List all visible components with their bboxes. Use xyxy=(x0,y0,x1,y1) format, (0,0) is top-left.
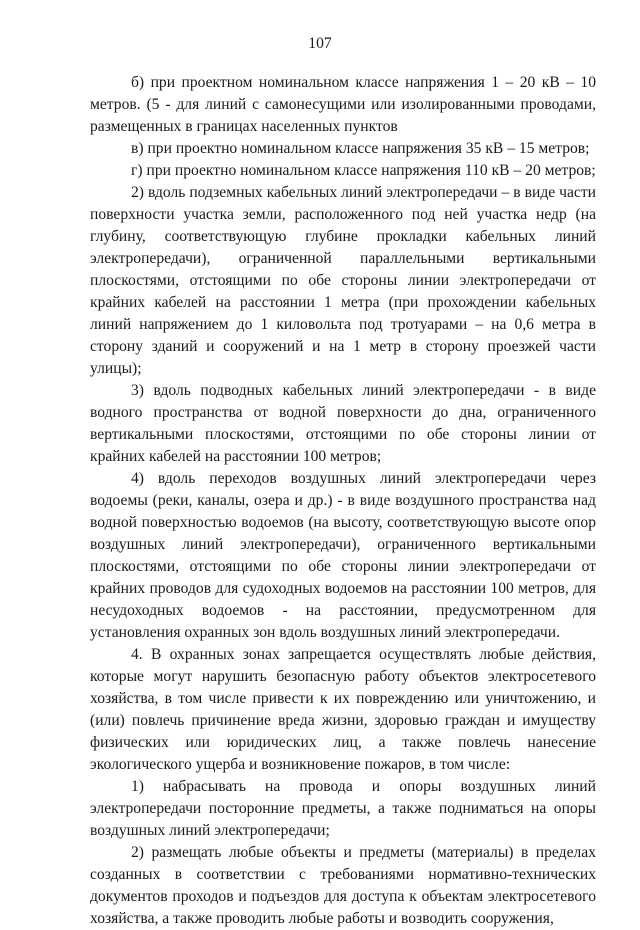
page-number: 107 xyxy=(308,35,332,52)
paragraph-1b-voltage-1-20kv: б) при проектном номинальном классе напряжения 1 – 20 кВ – 10 метров. (5 - для линий с самонесущими или изолированными проводами, размещенных в границах населенных пунктов xyxy=(90,74,596,135)
paragraph-prohibition-1: 1) набрасывать на провода и опоры воздушных линий электропередачи посторонние предметы, а также подниматься на опоры воздушных линий электропередачи; xyxy=(90,778,596,839)
paragraph-1c-voltage-35kv: в) при проектно номинальном классе напряжения 35 кВ – 15 метров; xyxy=(131,140,590,157)
paragraph-4-water-crossings: 4) вдоль переходов воздушных линий электропередачи через водоемы (реки, каналы, озера и др.) - в виде воздушного пространства над водной поверхностью водоемов (на высоту, соответствующую высоте опор воздушных линий электропередачи), ограниченного вертикальными плоскостями, отстоящими по обе стороны линии электропередачи от крайних проводов для судоходных водоемов на расстоянии 100 метров, для несудоходных водоемов - на расстоянии, предусмотренном для установления охранных зон вдоль воздушных линий электропередачи. xyxy=(90,470,596,641)
paragraph-prohibition-2: 2) размещать любые объекты и предметы (материалы) в пределах созданных в соответствии с требованиями нормативно-технических документов проходов и подъездов для доступа к объектам электросетевого хозяйства, а также проводить любые работы и возводить сооружения, xyxy=(90,844,596,927)
paragraph-3-underwater-cables: 3) вдоль подводных кабельных линий электропередачи - в виде водного пространства от водной поверхности до дна, ограниченного вертикальными плоскостями, отстоящими по обе стороны линии от крайних кабелей на расстоянии 100 метров; xyxy=(90,382,596,465)
paragraph-2-underground-cables: 2) вдоль подземных кабельных линий электропередачи – в виде части поверхности участка земли, расположенного под ней участка недр (на глубину, соответствующую глубине прокладки кабельных линий электропередачи), ограниченной параллельными вертикальными плоскостями, отстоящими по обе стороны линии электропередачи от крайних кабелей на расстоянии 1 метра (при прохождении кабельных линий напряжением до 1 киловольта под тротуарами – на 0,6 метра в сторону зданий и сооружений и на 1 метр в сторону проезжей части улицы); xyxy=(90,184,596,377)
paragraph-1d-voltage-110kv: г) при проектно номинальном классе напряжения 110 кВ – 20 метров; xyxy=(131,162,596,179)
paragraph-section-4-prohibitions: 4. В охранных зонах запрещается осуществлять любые действия, которые могут нарушить безопасную работу объектов электросетевого хозяйства, в том числе привести к их повреждению или уничтожению, и (или) повлечь причинение вреда жизни, здоровью граждан и имуществу физических или юридических лиц, а также повлечь нанесение экологического ущерба и возникновение пожаров, в том числе: xyxy=(90,646,596,773)
document-body xyxy=(90,72,596,930)
